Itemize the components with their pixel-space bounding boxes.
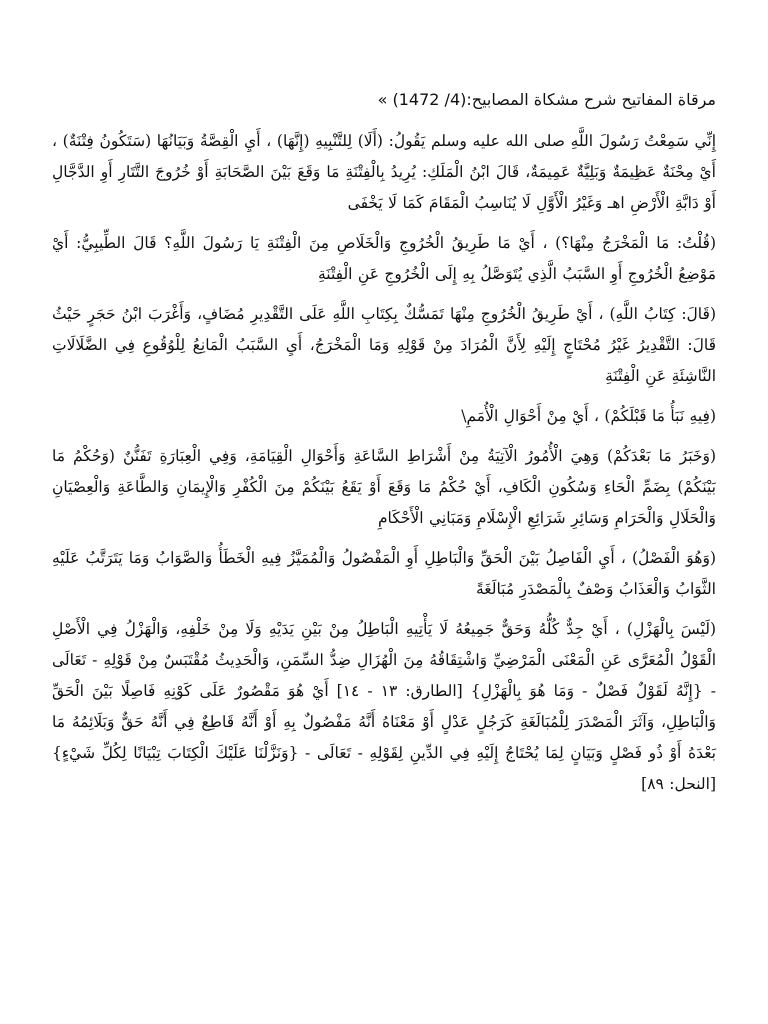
paragraph-4: (فِيهِ نَبَأُ مَا قَبْلَكُمْ) ، أَيْ مِنْ أَحْوَالِ الْأُمَمِ\ [461, 407, 716, 425]
paragraph-3: (قَالَ: كِتَابُ اللَّهِ) ، أَيْ طَرِيقُ الْخُرُوجِ مِنْهَا تَمَسُّكٌ بِكِتَابِ اللَّهِ عَلَى التَّقْدِيرِ مُضَافٍ، وَأَغْرَبَ ابْنُ حَجَرٍ حَيْثُ قَالَ: التَّقْدِيرُ غَيْرُ مُحْتَاجٍ إِلَيْهِ لِأَنَّ الْمُرَادَ مِنْ قَوْلِهِ وَمَا الْمَخْرَجُ، أَيِ السَّبَبُ الْمَانِعُ لِلْوُقُوعِ فِي الضَّلَالَاتِ النَّاشِئَةِ عَنِ الْفِتْنَةِ [52, 305, 716, 385]
paragraph-6: (وَهُوَ الْفَصْلُ) ، أَيِ الْفَاصِلُ بَيْنَ الْحَقِّ وَالْبَاطِلِ أَوِ الْمَفْصُولُ وَالْمُمَيَّزُ فِيهِ الْخَطَأُ وَالصَّوَابُ وَمَا يَتَرَتَّبُ عَلَيْهِ الثَّوَابُ وَالْعَذَابُ وَصْفٌ بِالْمَصْدَرِ مُبَالَغَةً [52, 549, 716, 598]
paragraph-5: (وَخَبَرُ مَا بَعْدَكُمْ) وَهِيَ الْأُمُورُ الْآتِيَةُ مِنْ أَشْرَاطِ السَّاعَةِ وَأَحْوَالِ الْقِيَامَةِ، وَفِي الْعِبَارَةِ تَفَنُّنٌ (وَحُكْمُ مَا بَيْنَكُمْ) بِضَمِّ الْحَاءِ وَسُكُونِ الْكَافِ، أَيْ حُكْمُ مَا وَقَعَ أَوْ يَقَعُ بَيْنَكُمْ مِنَ الْكُفْرِ وَالْإِيمَانِ وَالطَّاعَةِ وَالْعِصْيَانِ وَالْحَلَالِ وَالْحَرَامِ وَسَائِرِ شَرَائِعِ الْإِسْلَامِ وَمَبَانِي الْأَحْكَامِ [52, 447, 716, 527]
document-header: مرقاة المفاتيح شرح مشكاة المصابيح:(4/ 1472) » [377, 90, 716, 109]
paragraph-7: (لَيْسَ بِالْهَزْلِ) ، أَيْ جِدٌّ كُلُّهُ وَحَقٌّ جَمِيعُهُ لَا يَأْتِيهِ الْبَاطِلُ مِنْ بَيْنِ يَدَيْهِ وَلَا مِنْ خَلْفِهِ، وَالْهَزْلُ فِي الْأَصْلِ الْقَوْلُ الْمُعَرَّى عَنِ الْمَعْنَى الْمَرْضِيِّ وَاشْتِقَاقُهُ مِنَ الْهُزَالِ ضِدُّ السِّمَنِ، وَالْحَدِيثُ مُقْتَبَسٌ مِنْ قَوْلِهِ - تَعَالَى - {إِنَّهُ لَقَوْلٌ فَصْلٌ - وَمَا هُوَ بِالْهَزْلِ} [الطارق: ١٣ - ١٤] أَيْ هُوَ مَقْصُورٌ عَلَى كَوْنِهِ فَاصِلًا بَيْنَ الْحَقِّ وَالْبَاطِلِ، وَآثَرَ الْمَصْدَرَ لِلْمُبَالَغَةِ كَرَجُلٍ عَدْلٍ أَوْ مَعْنَاهُ أَنَّهُ مَفْصُولٌ بِهِ أَوْ أَنَّهُ قَاطِعٌ فِي أَنَّهُ حَقٌّ وَبَلَائِمُهُ مَا بَعْدَهُ أَوْ ذُو فَصْلٍ وَبَيَانٍ لِمَا يُحْتَاجُ إِلَيْهِ فِي الدِّينِ لِقَوْلِهِ - تَعَالَى - {وَنَزَّلْنَا عَلَيْكَ الْكِتَابَ تِبْيَانًا لِكُلِّ شَيْءٍ} [النحل: ٨٩] [52, 620, 716, 793]
paragraph-1: إِنِّي سَمِعْتُ رَسُولَ اللَّهِ صلى الله عليه وسلم يَقُولُ: (أَلَا) لِلتَّنْبِيهِ (إِنَّهَا) ، أَيِ الْقِصَّةُ وَبَيَانُهَا (سَتَكُونُ فِتْنَةٌ) ، أَيْ مِحْنَةٌ عَظِيمَةٌ وَبَلِيَّةٌ عَمِيمَةٌ، قَالَ ابْنُ الْمَلَكِ: يُرِيدُ بِالْفِتْنَةِ مَا وَقَعَ بَيْنَ الصَّحَابَةِ أَوْ خُرُوجَ التَّتَارِ أَوِ الدَّجَّالِ أَوْ دَابَّةِ الْأَرْضِ اهـ وَغَيْرُ الْأَوَّلِ لَا يُنَاسِبُ الْمَقَامَ كَمَا لَا يَخْفَى [52, 132, 716, 212]
paragraph-2: (قُلْتُ: مَا الْمَخْرَجُ مِنْهَا؟) ، أَيْ مَا طَرِيقُ الْخُرُوجِ وَالْخَلَاصِ مِنَ الْفِتْنَةِ يَا رَسُولَ اللَّهِ؟ قَالَ الطِّيبِيُّ: أَيْ مَوْضِعُ الْخُرُوجِ أَوِ السَّبَبُ الَّذِي يُتَوَصَّلُ بِهِ إِلَى الْخُرُوجِ عَنِ الْفِتْنَةِ [52, 234, 716, 283]
